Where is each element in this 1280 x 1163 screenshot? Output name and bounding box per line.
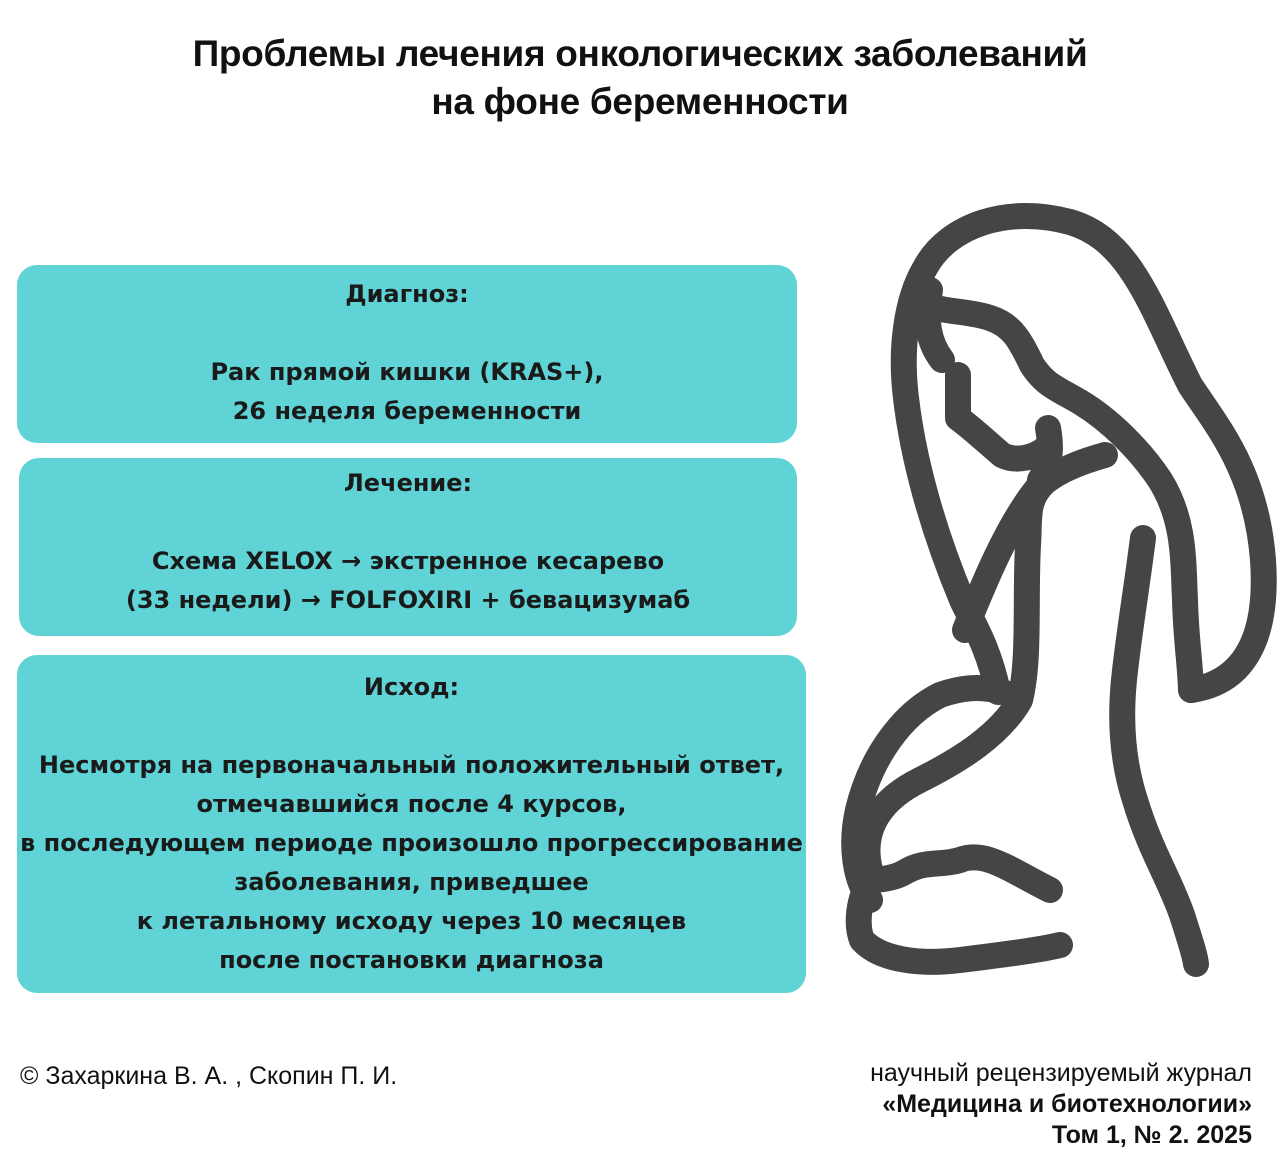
diagnosis-card [17,265,797,443]
page-title-line-2: на фоне беременности [431,81,849,122]
page-title [0,30,1280,126]
outcome-line: заболевания, приведшее [234,868,589,896]
journal-issue: Том 1, № 2. 2025 [1051,1121,1252,1149]
outcome-line: к летальному исходу через 10 месяцев [136,907,687,935]
journal-info [870,1058,1252,1151]
diagnosis-line: Рак прямой кишки (KRAS+), [210,358,604,386]
page-title-line-1: Проблемы лечения онкологических заболеваний [192,33,1088,74]
treatment-heading: Лечение: [343,469,473,497]
outcome-heading: Исход: [363,673,460,701]
treatment-card [19,458,797,636]
journal-type: научный рецензируемый журнал [870,1059,1252,1087]
outcome-card [17,655,806,993]
treatment-line: Схема XELOX → экстренное кесарево [151,547,665,575]
journal-name: «Медицина и биотехнологии» [882,1090,1252,1118]
treatment-line: (33 недели) → FOLFOXIRI + бевацизумаб [125,586,691,614]
outcome-line: после постановки диагноза [219,946,604,974]
outcome-line: отмечавшийся после 4 курсов, [196,790,627,818]
outcome-line: Несмотря на первоначальный положительный ответ, [38,751,785,779]
outcome-line: в последующем периоде произошло прогрессирование [20,829,803,857]
authors-copyright: © Захаркина В. А. , Скопин П. И. [20,1062,398,1090]
pregnant-woman-icon [830,195,1280,985]
diagnosis-line: 26 неделя беременности [232,397,582,425]
diagnosis-heading: Диагноз: [345,280,469,308]
